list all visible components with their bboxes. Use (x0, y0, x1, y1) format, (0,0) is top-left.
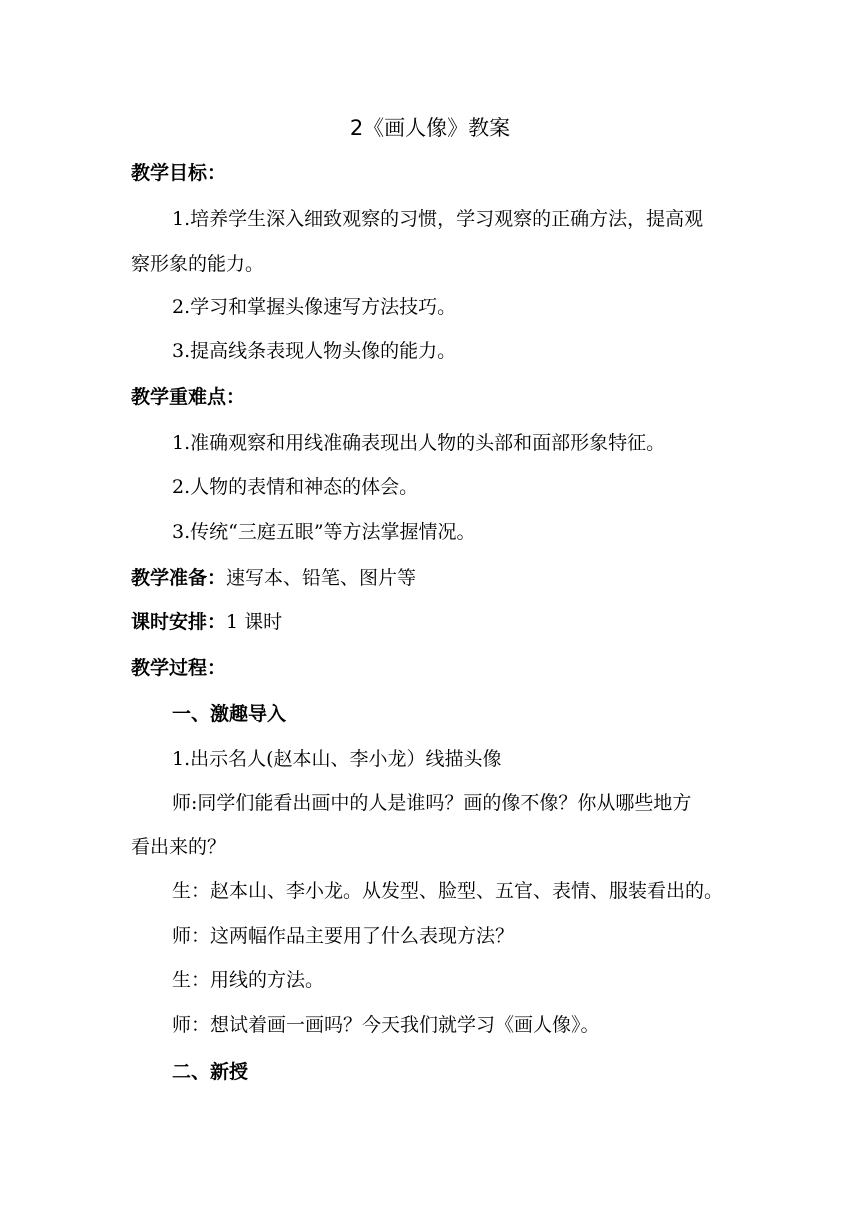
page-title: 2《画人像》教案 (349, 116, 511, 140)
objective-2: 2.学习和掌握头像速写方法技巧。 (172, 296, 457, 318)
teacher-1-line-2: 看出来的？ (131, 836, 227, 858)
keypoint-1: 1.准确观察和用线准确表现出人物的头部和面部形象特征。 (172, 432, 666, 454)
prep-heading: 教学准备： (131, 567, 227, 589)
keypoints-heading: 教学重难点： (131, 386, 246, 408)
teacher-3: 师：想试着画一画吗？今天我们就学习《画人像》。 (172, 1014, 600, 1036)
prep-row (131, 563, 741, 593)
objectives-heading: 教学目标： (131, 162, 227, 184)
teacher-2: 师：这两幅作品主要用了什么表现方法？ (172, 925, 515, 947)
objective-3: 3.提高线条表现人物头像的能力。 (172, 340, 457, 362)
schedule-value: 1 课时 (226, 611, 283, 633)
schedule-row (131, 607, 741, 637)
step-1: 1.出示名人(赵本山、李小龙）线描头像 (172, 748, 502, 770)
keypoint-2: 2.人物的表情和神态的体会。 (172, 476, 419, 498)
objective-1-line-1: 1.培养学生深入细致观察的习惯，学习观察的正确方法，提高观 (172, 208, 704, 230)
prep-value: 速写本、铅笔、图片等 (226, 567, 417, 589)
keypoint-3: 3.传统“三庭五眼”等方法掌握情况。 (172, 521, 476, 543)
student-1: 生：赵本山、李小龙。从发型、脸型、五官、表情、服装看出的。 (172, 880, 724, 902)
section-2-heading: 二、新授 (172, 1061, 249, 1083)
student-2: 生：用线的方法。 (172, 969, 325, 991)
teacher-1-line-1: 师:同学们能看出画中的人是谁吗？画的像不像？你从哪些地方 (172, 792, 692, 814)
process-heading: 教学过程： (131, 657, 227, 679)
section-1-heading: 一、激趣导入 (172, 703, 287, 725)
schedule-heading: 课时安排： (131, 611, 227, 633)
objective-1-line-2: 察形象的能力。 (131, 253, 265, 275)
